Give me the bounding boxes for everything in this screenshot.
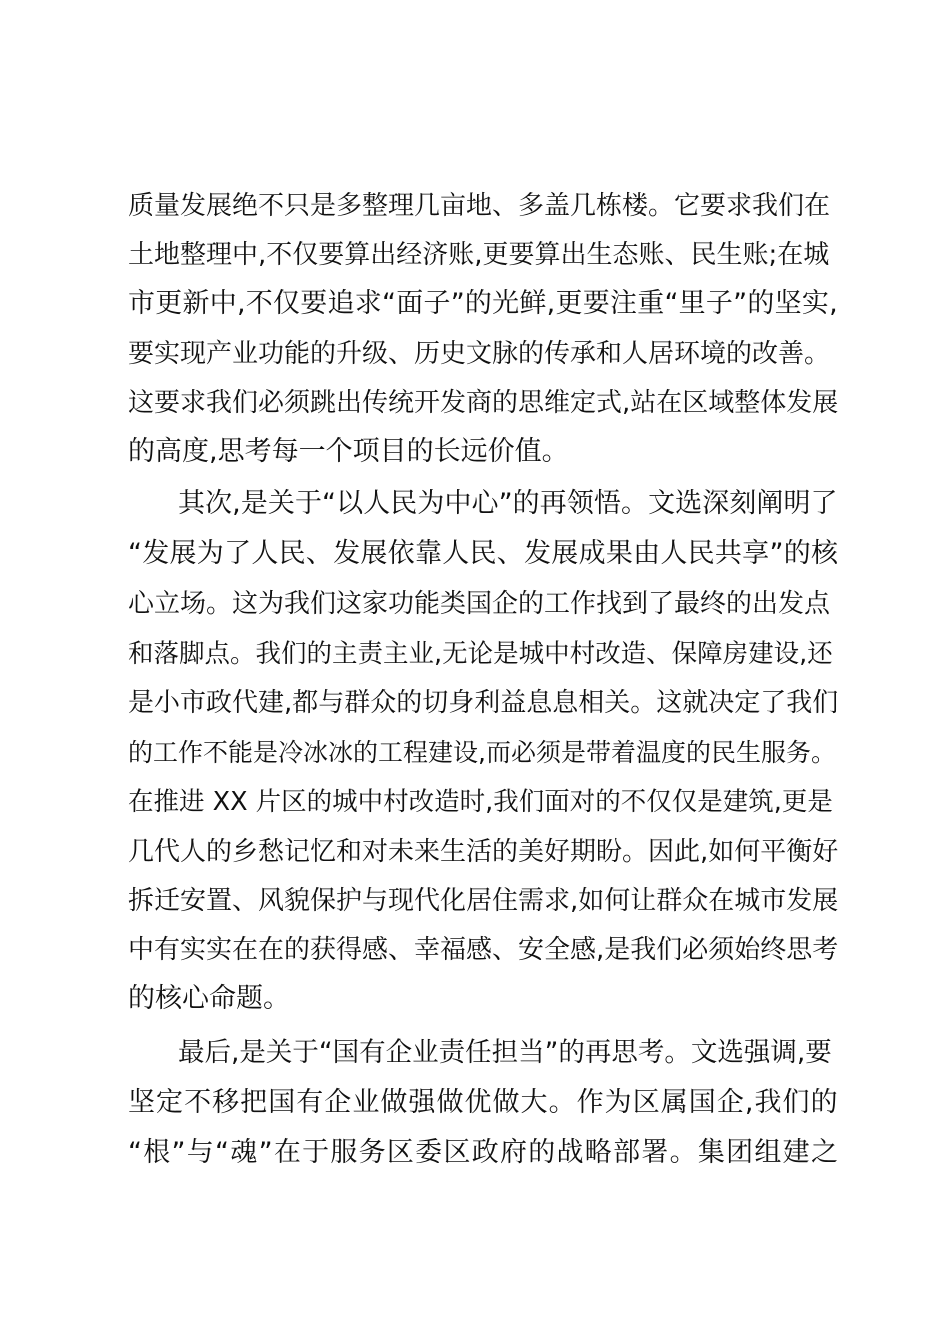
paragraph-1-line-6: 的高度,思考每一个项目的长远价值。	[128, 436, 569, 467]
paragraph-2-line-4: 和落脚点。我们的主责主业,无论是城中村改造、保障房建设,还	[128, 639, 833, 669]
paragraph-2-line-5: 是小市政代建,都与群众的切身利益息息相关。这就决定了我们	[128, 688, 839, 718]
paragraph-1-line-3: 市更新中,不仅要追求“面子”的光鲜,更要注重“里子”的坚实,	[128, 288, 838, 319]
paragraph-3-line-3: “根”与“魂”在于服务区委区政府的战略部署。集团组建之	[128, 1137, 840, 1168]
paragraph-2-line-10: 中有实实在在的获得感、幸福感、安全感,是我们必须始终思考	[128, 935, 839, 965]
paragraph-2-line-9: 拆迁安置、风貌保护与现代化居住需求,如何让群众在城市发展	[128, 886, 839, 916]
paragraph-2-line-1: 其次,是关于“以人民为中心”的再领悟。文选深刻阐明了	[178, 488, 838, 519]
paragraph-1-line-5: 这要求我们必须跳出传统开发商的思维定式,站在区域整体发展	[128, 388, 839, 418]
paragraph-2-line-11: 的核心命题。	[128, 983, 290, 1014]
paragraph-3-line-2: 坚定不移把国有企业做强做优做大。作为区属国企,我们的	[128, 1087, 839, 1118]
paragraph-1-line-1: 质量发展绝不只是多整理几亩地、多盖几栋楼。它要求我们在	[128, 191, 831, 221]
paragraph-2-line-6: 的工作不能是冷冰冰的工程建设,而必须是带着温度的民生服务。	[128, 738, 836, 767]
paragraph-2-line-8: 几代人的乡愁记忆和对未来生活的美好期盼。因此,如何平衡好	[128, 837, 839, 867]
paragraph-3-line-1: 最后,是关于“国有企业责任担当”的再思考。文选强调,要	[178, 1037, 832, 1068]
paragraph-2-line-2: “发展为了人民、发展依靠人民、发展成果由人民共享”的核	[128, 538, 839, 569]
paragraph-1-line-4: 要实现产业功能的升级、历史文脉的传承和人居环境的改善。	[128, 339, 831, 369]
paragraph-1-line-2: 土地整理中,不仅要算出经济账,更要算出生态账、民生账;在城	[128, 240, 830, 270]
paragraph-2-line-3: 心立场。这为我们这家功能类国企的工作找到了最终的出发点	[128, 589, 831, 619]
paragraph-2-line-7: 在推进 XX 片区的城中村改造时,我们面对的不仅仅是建筑,更是	[128, 787, 833, 817]
